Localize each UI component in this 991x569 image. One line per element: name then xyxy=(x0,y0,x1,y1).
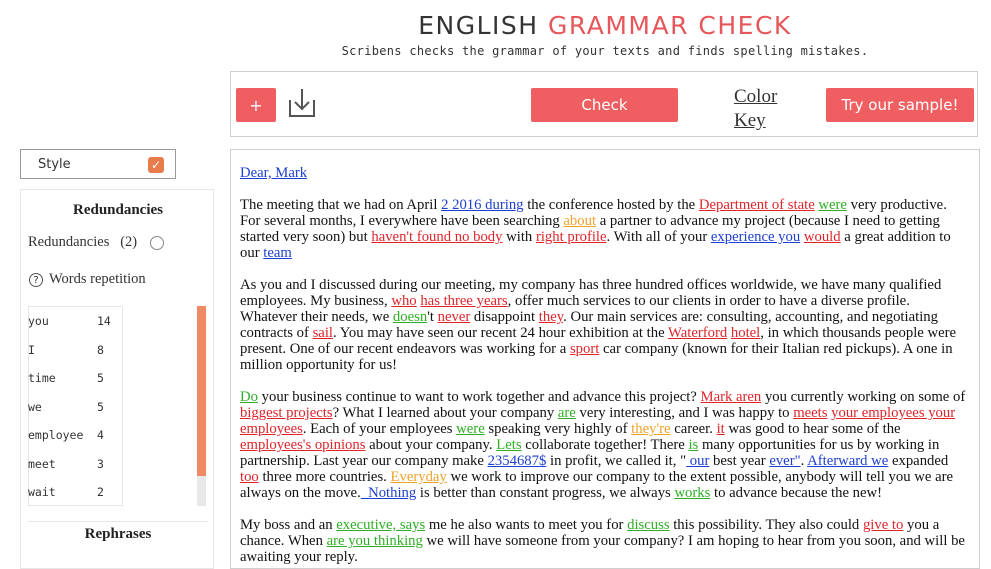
repetition-scrollbar[interactable] xyxy=(197,306,206,506)
checkbox-checked-icon[interactable]: ✓ xyxy=(148,157,164,173)
repetition-table xyxy=(28,306,123,506)
redundancies-row[interactable] xyxy=(28,234,137,251)
repetition-count: 2 xyxy=(97,485,104,499)
repetition-count: 5 xyxy=(97,400,104,414)
document-text[interactable] xyxy=(240,165,970,569)
scrollbar-thumb[interactable] xyxy=(197,306,206,476)
page-title xyxy=(230,11,980,40)
title-accent: GRAMMAR CHECK xyxy=(548,11,792,40)
style-label: Style xyxy=(38,156,71,172)
repetition-word[interactable]: wait xyxy=(28,485,56,499)
paragraph-3: Do your business continue to want to work together and advance this project? Mark aren you currently working on some of biggest projects? What I learned about your company are very interesting, and I was happy to meets your employees your employees. Each of your employees were speaking very highly of they're career. it was good to hear some of the employees's opinions about your company. Lets collaborate together! There is many opportunities for us by working in partnership. Last year our company make 2354687$ in profit, we called it, " our best year ever". Afterward we expanded too three more countries. Everyday we work to improve our company to the extent possible, anybody will tell you we are always on the move. Nothing is better than constant progress, we always works to advance because the new! xyxy=(240,389,966,501)
repetition-word[interactable]: we xyxy=(28,400,42,414)
redundancies-count: (2) xyxy=(120,234,138,250)
sidebar-panel xyxy=(20,189,214,569)
repetition-word[interactable]: meet xyxy=(28,457,56,471)
tagline: Scribens checks the grammar of your texts and finds spelling mistakes. xyxy=(341,44,869,58)
repetition-word[interactable]: employee xyxy=(28,428,84,442)
paragraph-4: My boss and an executive, says me he also wants to meet you for discuss this possibility. They also could give to you a chance. When are you thinking we will have someone from your company? I am hoping to hear from you soon, and will be awaiting your reply. xyxy=(240,517,965,565)
repetition-count: 8 xyxy=(97,343,104,357)
redundancies-heading: Redundancies xyxy=(72,202,164,218)
toolbar xyxy=(230,71,978,137)
style-toggle[interactable] xyxy=(20,149,176,179)
help-icon[interactable]: ? xyxy=(29,273,43,287)
add-button[interactable]: + xyxy=(236,88,276,122)
redundancies-radio[interactable] xyxy=(150,236,164,250)
check-button[interactable]: Check xyxy=(531,88,678,122)
text-editor[interactable] xyxy=(230,149,980,569)
words-repetition-label: Words repetition xyxy=(49,271,146,287)
rephrases-heading: Rephrases xyxy=(84,526,152,542)
title-plain: ENGLISH xyxy=(418,11,539,40)
redundancies-label: Redundancies xyxy=(28,234,110,250)
paragraph-1: The meeting that we had on April 2 2016 during the conference hosted by the Department of state were very productive. For several months, I everywhere have been searching about a partner to advance my project (because I need to getting started very soon) but haven't found no body with right profile. With all of your experience you would a great addition to our team xyxy=(240,197,951,261)
repetition-count: 5 xyxy=(97,371,104,385)
repetition-count: 14 xyxy=(97,314,111,328)
repetition-word[interactable]: you xyxy=(28,314,49,328)
repetition-count: 3 xyxy=(97,457,104,471)
try-sample-button[interactable]: Try our sample! xyxy=(826,88,974,122)
download-icon[interactable] xyxy=(285,86,319,120)
repetition-word[interactable]: time xyxy=(28,371,56,385)
color-key-link[interactable]: Color Key xyxy=(734,86,778,131)
paragraph-2: As you and I discussed during our meeting, my company has three hundred offices worldwide, we have many qualified employees. My business, who has three years, offer much services to our clients in order to have a diverse profile. Whatever their needs, we doesn't never disappoint they. Our main services are: consulting, accounting, and negotiating contracts of sail. You may have seen our recent 24 hour exhibition at the Waterford hotel, in which thousands people were present. One of our recent endeavors was working for a sport car company (known for their Italian red pickups). A one in million opportunity for us! xyxy=(240,277,957,373)
greeting[interactable]: Dear, Mark xyxy=(240,165,308,181)
repetition-count: 4 xyxy=(97,428,104,442)
divider xyxy=(28,521,208,522)
repetition-word[interactable]: I xyxy=(28,343,35,357)
